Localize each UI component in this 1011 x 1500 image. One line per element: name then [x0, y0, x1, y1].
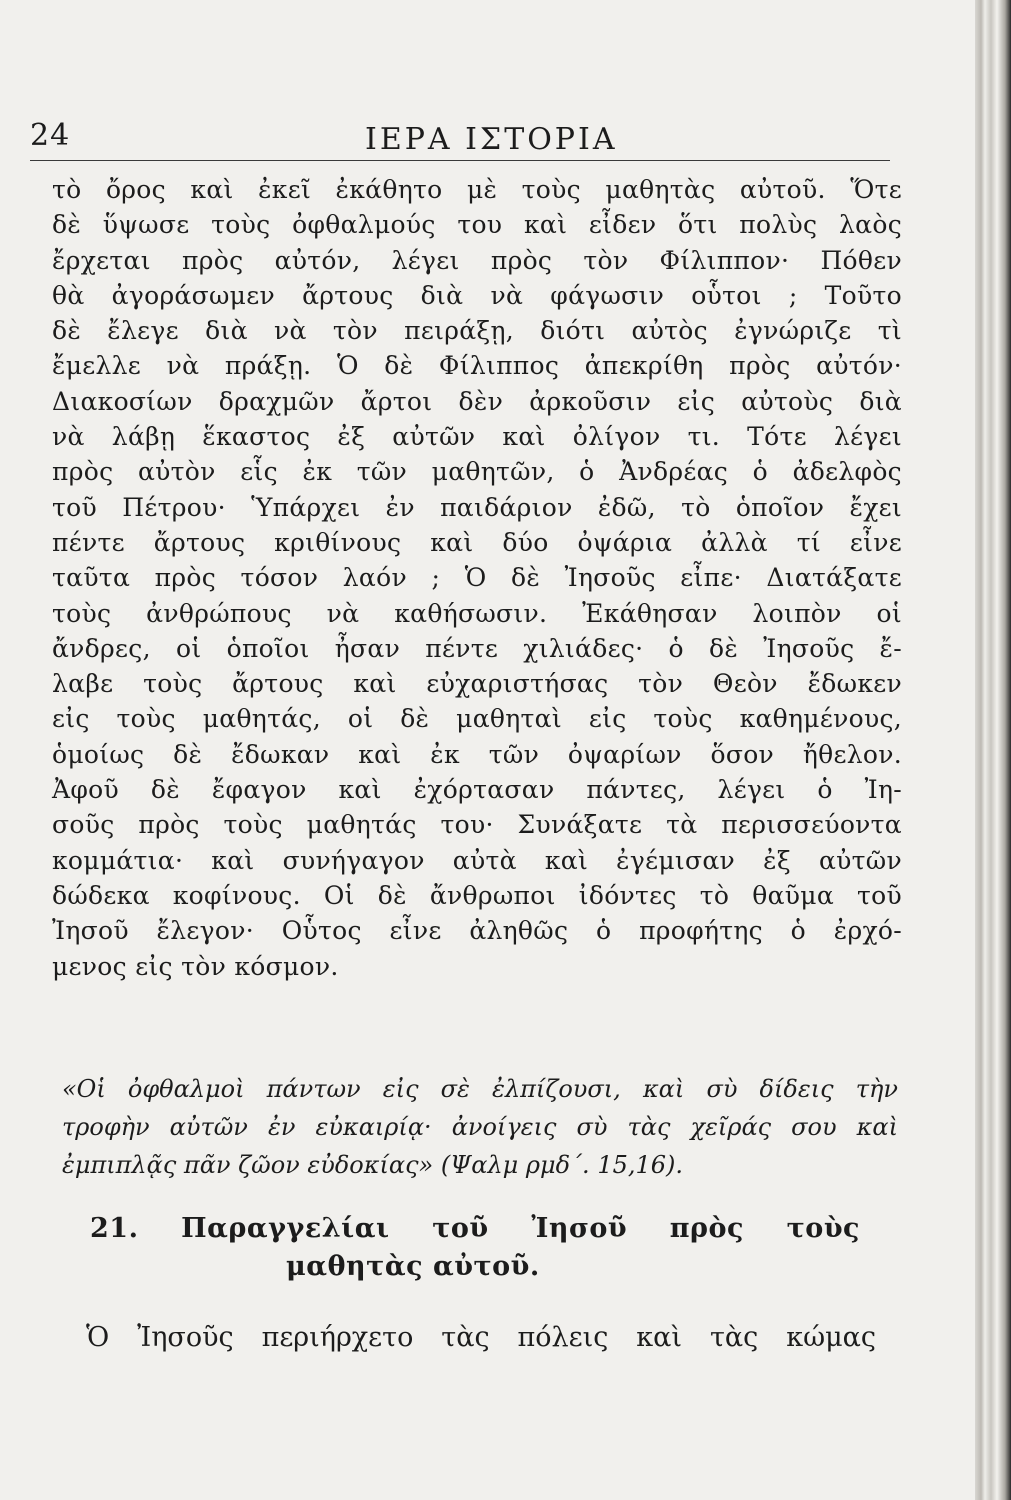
- section-opening-line: Ὁ Ἰησοῦς περιήρχετο τὰς πόλεις καὶ τὰς κώμας: [86, 1322, 876, 1353]
- body-line: Ἰησοῦ ἔλεγον· Οὗτος εἶνε ἀληθῶς ὁ προφήτης ὁ ἐρχό-: [52, 916, 902, 946]
- body-line: θὰ ἀγοράσωμεν ἄρτους διὰ νὰ φάγωσιν οὗτοι ; Τοῦτο: [52, 280, 902, 310]
- body-line: ἄνδρες, οἱ ὁποῖοι ἦσαν πέντε χιλιάδες· ὁ δὲ Ἰησοῦς ἔ-: [52, 633, 902, 663]
- body-line: κομμάτια· καὶ συνήγαγον αὐτὰ καὶ ἐγέμισαν ἐξ αὐτῶν: [52, 845, 902, 875]
- page-edge: [975, 0, 1011, 1500]
- header-rule: [30, 160, 890, 161]
- body-line: δὲ ἔλεγε διὰ νὰ τὸν πειράξῃ, διότι αὐτὸς ἐγνώριζε τὶ: [52, 316, 902, 346]
- quote-line: «Οἱ ὀφθαλμοὶ πάντων εἰς σὲ ἐλπίζουσι, καὶ σὺ δίδεις τὴν: [62, 1075, 898, 1103]
- body-line: πέντε ἄρτους κριθίνους καὶ δύο ὀψάρια ἀλλὰ τί εἶνε: [52, 527, 902, 557]
- body-line: ταῦτα πρὸς τόσον λαόν ; Ὁ δὲ Ἰησοῦς εἶπε· Διατάξατε: [52, 563, 902, 593]
- body-line: μενος εἰς τὸν κόσμον.: [52, 951, 339, 981]
- quote-line: ἐμπιπλᾷς πᾶν ζῶον εὐδοκίας» (Ψαλμ ρμδ΄. 15,16).: [62, 1151, 684, 1179]
- body-line: Ἀφοῦ δὲ ἔφαγον καὶ ἐχόρτασαν πάντες, λέγει ὁ Ἰη-: [52, 775, 902, 805]
- page-number: 24: [30, 118, 71, 153]
- page-header: [30, 118, 890, 160]
- body-line: πρὸς αὐτὸν εἷς ἐκ τῶν μαθητῶν, ὁ Ἀνδρέας ὁ ἀδελφὸς: [52, 457, 902, 487]
- body-line: ἔμελλε νὰ πράξῃ. Ὁ δὲ Φίλιππος ἀπεκρίθη πρὸς αὐτόν·: [52, 351, 902, 381]
- section-heading-line: μαθητὰς αὐτοῦ.: [286, 1251, 540, 1282]
- body-line: τοῦ Πέτρου· Ὑπάρχει ἐν παιδάριον ἐδῶ, τὸ ὁποῖον ἔχει: [52, 492, 902, 522]
- body-paragraph: [52, 172, 902, 984]
- body-line: τοὺς ἀνθρώπους νὰ καθήσωσιν. Ἐκάθησαν λοιπὸν οἱ: [52, 598, 902, 628]
- body-line: νὰ λάβῃ ἕκαστος ἐξ αὐτῶν καὶ ὀλίγον τι. Τότε λέγει: [52, 422, 902, 452]
- body-line: ὁμοίως δὲ ἔδωκαν καὶ ἐκ τῶν ὀψαρίων ὅσον ἤθελον.: [52, 739, 902, 769]
- body-line: εἰς τοὺς μαθητάς, οἱ δὲ μαθηταὶ εἰς τοὺς καθημένους,: [52, 704, 902, 734]
- running-title: ΙΕΡΑ ΙΣΤΟΡΙΑ: [365, 122, 618, 157]
- quote-line: τροφὴν αὐτῶν ἐν εὐκαιρίᾳ· ἀνοίγεις σὺ τὰς χεῖράς σου καὶ: [62, 1113, 898, 1141]
- body-line: ἔρχεται πρὸς αὐτόν, λέγει πρὸς τὸν Φίλιππον· Πόθεν: [52, 245, 902, 275]
- body-line: λαβε τοὺς ἄρτους καὶ εὐχαριστήσας τὸν Θεὸν ἔδωκεν: [52, 669, 902, 699]
- psalm-quote: [62, 1070, 898, 1184]
- body-line: δὲ ὕψωσε τοὺς ὀφθαλμούς του καὶ εἶδεν ὅτι πολὺς λαὸς: [52, 210, 902, 240]
- section-heading: [90, 1210, 860, 1286]
- body-line: τὸ ὄρος καὶ ἐκεῖ ἐκάθητο μὲ τοὺς μαθητὰς αὐτοῦ. Ὅτε: [52, 175, 902, 204]
- section-heading-line: 21. Παραγγελίαι τοῦ Ἰησοῦ πρὸς τοὺς: [90, 1213, 860, 1244]
- body-line: Διακοσίων δραχμῶν ἄρτοι δὲν ἀρκοῦσιν εἰς αὐτοὺς διὰ: [52, 386, 902, 416]
- body-line: σοῦς πρὸς τοὺς μαθητάς του· Συνάξατε τὰ περισσεύοντα: [52, 810, 902, 840]
- body-line: δώδεκα κοφίνους. Οἱ δὲ ἄνθρωποι ἰδόντες τὸ θαῦμα τοῦ: [52, 880, 902, 910]
